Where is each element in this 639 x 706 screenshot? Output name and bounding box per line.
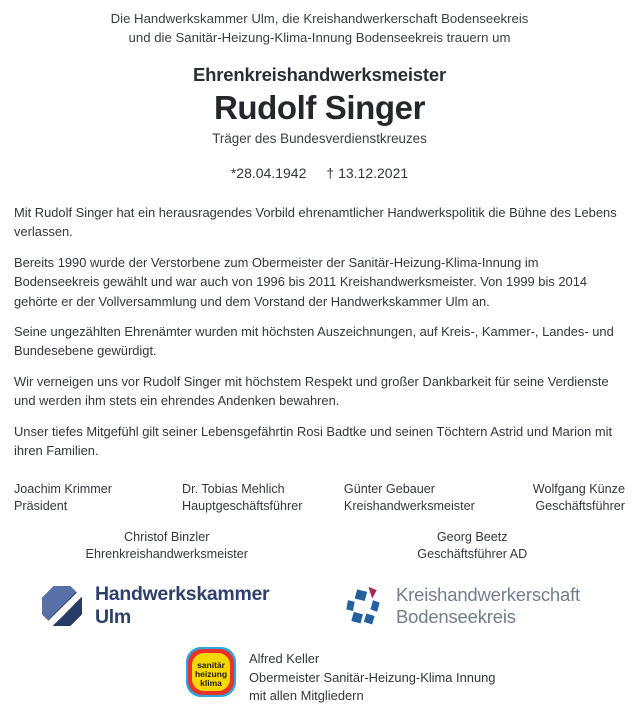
handwerkskammer-wordmark [95, 583, 269, 629]
handwerkskammer-octagon-icon [42, 586, 82, 626]
signatory-name: Georg Beetz [436, 530, 508, 545]
eulogy-body [14, 203, 625, 460]
paragraph: Seine ungezählten Ehrenämter wurden mit höchsten Auszeichnungen, auf Kreis-, Kammer-, Landes- und Bundesebene gewürdigt. [14, 324, 614, 359]
signatory-role: Ehrenkreishandwerksmeister [85, 547, 248, 562]
khs-wordmark-line-2: Bodenseekreis [396, 606, 516, 628]
paragraph: Unser tiefes Mitgefühl gilt seiner Lebensgefährtin Rosi Badtke und seinen Töchtern Astrid und Marion mit ihren Familien. [14, 423, 613, 459]
signatory [14, 481, 182, 515]
signatory [515, 481, 625, 515]
kreishandwerkerschaft-logo [342, 584, 580, 628]
svg-text:heizung: heizung [194, 669, 228, 680]
innung-line-2: Obermeister Sanitär-Heizung-Klima Innung [249, 669, 496, 685]
signatory-role: Geschäftsführer [535, 499, 625, 514]
kreishandwerkerschaft-wordmark [396, 584, 580, 628]
paragraph: Wir verneigen uns vor Rudolf Singer mit höchstem Respekt und großer Dankbarkeit für seine Verdienste und werden ihm stets ein ehrendes Andenken bewahren. [14, 373, 609, 409]
signatory-role: Geschäftsführer AD [417, 547, 528, 562]
innung-text-block [249, 647, 495, 706]
signatory-role: Hauptgeschäftsführer [182, 499, 303, 514]
signatories-row-primary [14, 481, 625, 515]
intro-line-2: und die Sanitär-Heizung-Klima-Innung Bodenseekreis trauern um [128, 30, 511, 45]
signatory-name: Dr. Tobias Mehlich [182, 482, 285, 497]
innung-line-3: mit allen Mitgliedern [249, 688, 364, 704]
deceased-name: Rudolf Singer [213, 89, 426, 126]
signatory-name: Joachim Krimmer [14, 482, 112, 497]
svg-text:sanitär: sanitär [197, 660, 225, 671]
khs-wordmark-line-1: Kreishandwerkerschaft [396, 584, 580, 606]
organisation-logos [14, 583, 625, 629]
kreishandwerkerschaft-diamonds-icon [342, 586, 384, 626]
paragraph: Bereits 1990 wurde der Verstorbene zum Obermeister der Sanitär-Heizung-Klima-Innung im Bodenseekreis gewählt und war auch von 1996 bis 2011 Kreishandwerksmeister. Von 1999 bis 2014 gehörte er der Vollversammlung und dem Vorstand der Handwerkskammer Ulm an. [14, 254, 588, 309]
paragraph: Mit Rudolf Singer hat ein herausragendes Vorbild ehrenamtlicher Handwerkspolitik die Bühne des Lebens verlassen. [14, 205, 617, 240]
intro-line-1: Die Handwerkskammer Ulm, die Kreishandwerkerschaft Bodenseekreis [110, 11, 529, 26]
innung-line-1: Alfred Keller [249, 651, 320, 667]
svg-text:klima: klima [200, 678, 222, 689]
honorific-title: Ehrenkreishandwerksmeister [193, 64, 446, 85]
hwk-wordmark-line-1: Handwerkskammer [95, 583, 270, 606]
intro-text [14, 0, 625, 47]
signatory [182, 481, 344, 515]
signatory-name: Wolfgang Künze [532, 482, 625, 497]
signatories-row-secondary [14, 529, 625, 563]
signatory-name: Christof Binzler [124, 530, 210, 545]
birth-date: *28.04.1942 [230, 165, 307, 181]
life-dates [14, 165, 625, 181]
signatory [14, 529, 320, 563]
hwk-wordmark-line-2: Ulm [95, 606, 131, 629]
signatory [344, 481, 515, 515]
innung-section [14, 647, 625, 706]
signatory-role: Präsident [14, 499, 68, 514]
signatory [320, 529, 626, 563]
handwerkskammer-ulm-logo [42, 583, 342, 629]
death-date: † 13.12.2021 [326, 165, 409, 181]
award-title: Träger des Bundesverdienstkreuzes [212, 131, 427, 146]
signatory-role: Kreishandwerksmeister [343, 499, 475, 514]
sanitaer-heizung-klima-badge-icon [186, 647, 236, 697]
signatory-name: Günter Gebauer [343, 482, 435, 497]
